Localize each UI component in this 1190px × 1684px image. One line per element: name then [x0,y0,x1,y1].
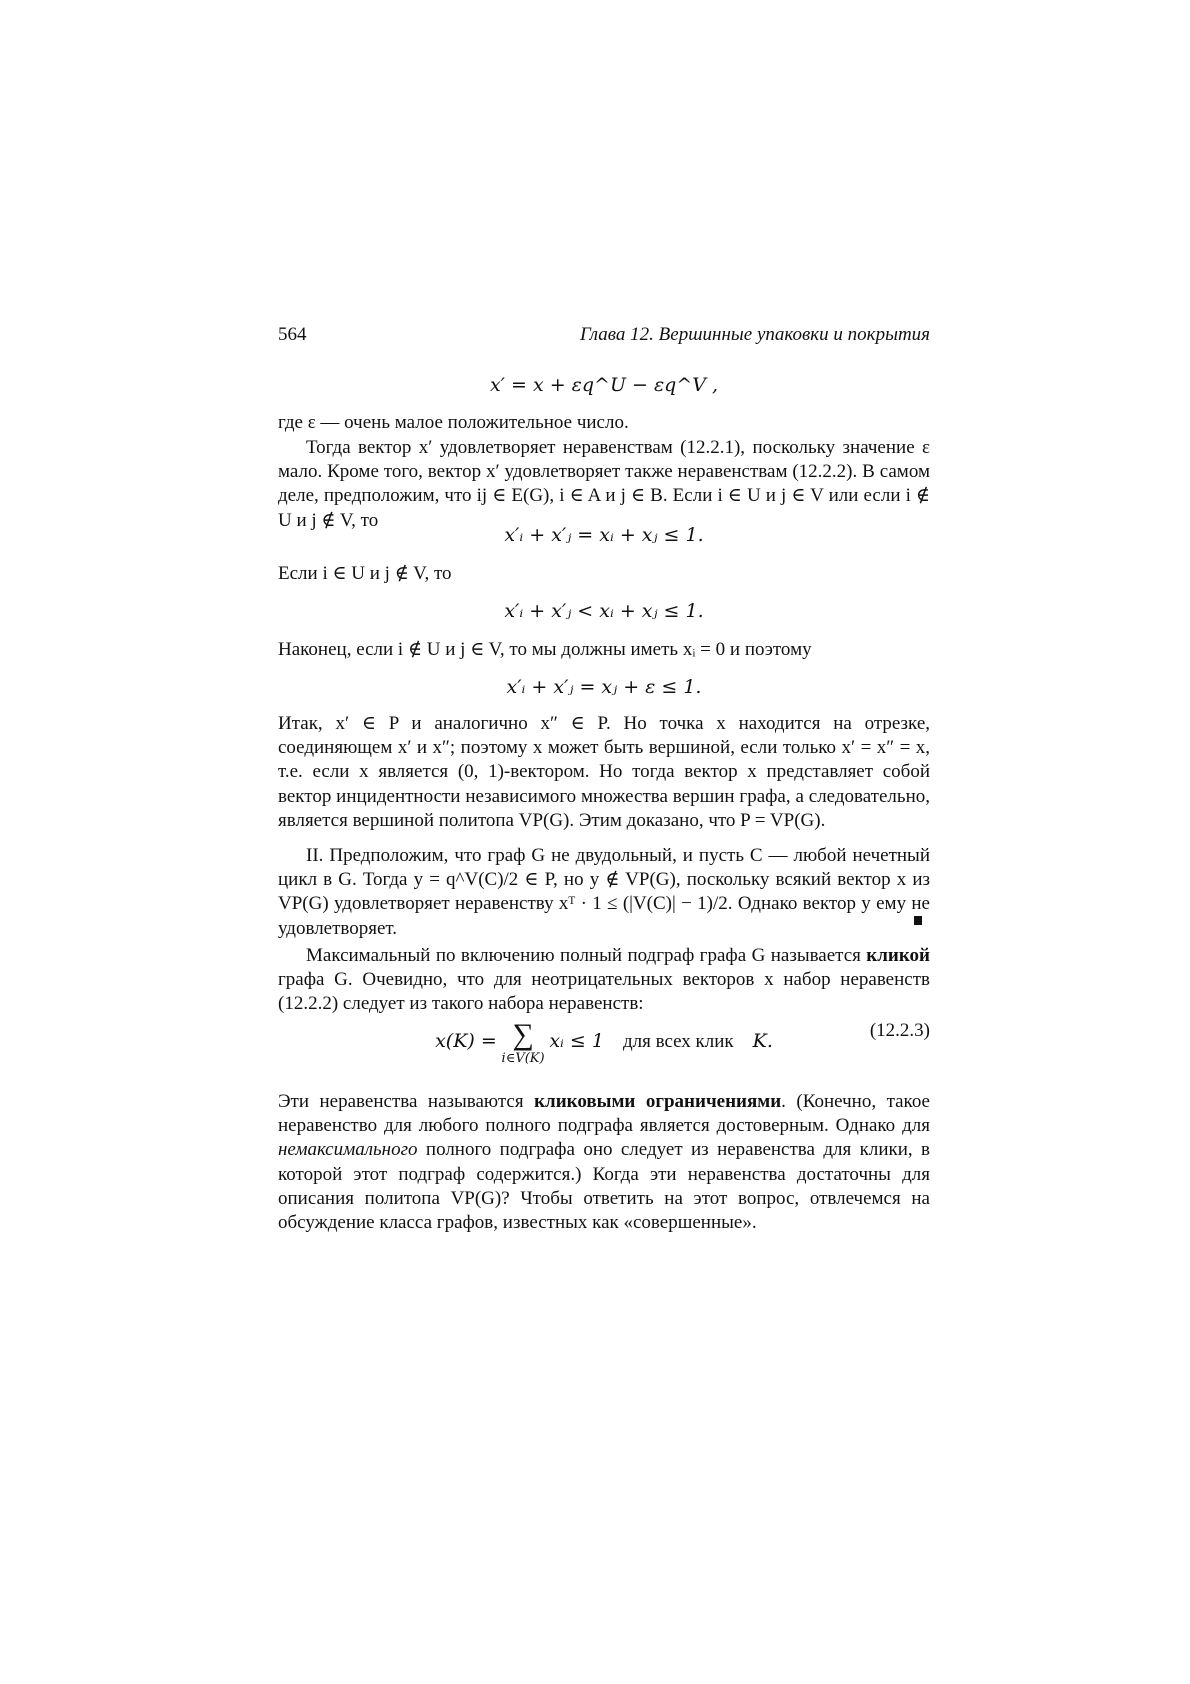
text-segment: Эти неравенства называются [278,1091,535,1112]
eq-rhs: xᵢ ≤ 1 [549,1029,604,1052]
text-segment: Максимальный по включению полный подграф графа G называется [306,945,867,966]
equation-1: x′ᵢ + x′ⱼ = xᵢ + xⱼ ≤ 1. [504,524,704,546]
paragraph-case-2: Если i ∈ U и j ∉ V, то [278,563,452,584]
paragraph-clique-definition [278,944,930,1017]
summation [502,1020,545,1065]
equation-2: x′ᵢ + x′ⱼ < xᵢ + xⱼ ≤ 1. [504,600,704,622]
paragraph-part-two: II. Предположим, что граф G не двудольный, и пусть C — любой нечетный цикл в G. Тогда y = q^V(C)/2 ∈ P, но y ∉ VP(G), поскольку всякий вектор x из VP(G) удовлетворяет неравенству xᵀ · 1 ≤ (|V(C)| − 1)/2. Однако вектор y ему не удовлетворяет. [278,845,930,939]
paragraph-clique-constraints [278,1090,930,1235]
paragraph-vector-satisfies: Тогда вектор x′ удовлетворяет неравенствам (12.2.1), поскольку значение ε мало. Кроме того, вектор x′ удовлетворяет также неравенствам (12.2.2). В самом деле, предположим, что ij ∈ E(G), i ∈ A и j ∈ B. Если i ∈ U и j ∈ V или если i ∉ U и j ∉ V, то [278,437,930,531]
running-title: Глава 12. Вершинные упаковки и покрытия [579,324,930,345]
sigma-symbol: ∑ [512,1018,534,1051]
paragraph-thus: Итак, x′ ∈ P и аналогично x″ ∈ P. Но точка x находится на отрезке, соединяющем x′ и x″; поэтому x может быть вершиной, если только x′ = x″ = x, т.е. если x является (0, 1)-вектором. Но тогда вектор x представляет собой вектор инцидентности независимого множества вершин графа, а следовательно, является вершиной политопа VP(G). Этим доказано, что P = VP(G). [278,713,930,831]
eq-text: для всех клик [622,1030,734,1052]
term-nonmaximal: немаксимального [278,1139,418,1161]
qed-mark [914,916,922,925]
term-clique: кликой [866,945,930,966]
equation-number: (12.2.3) [869,1020,930,1041]
eq-var: K. [752,1029,773,1052]
sum-index: i∈V(K) [501,1051,545,1066]
running-header [278,324,930,354]
paragraph-finally: Наконец, если i ∉ U и j ∈ V, то мы должны иметь xᵢ = 0 и поэтому [278,639,812,660]
equation-clique-constraint [278,1020,930,1076]
equation-x-prime: x′ = x + εq^U − εq^V , [489,374,719,396]
equation-3: x′ᵢ + x′ⱼ = xⱼ + ε ≤ 1. [506,676,702,698]
text-segment: графа G. Очевидно, что для неотрицательных векторов x набор неравенств (12.2.2) следует из такого набора неравенств: [278,969,930,1015]
term-clique-constraints: кликовыми ограничениями [534,1091,782,1112]
text-segment: . (Конечно, такое неравенство для любого полного подграфа является достоверным. Однако для [278,1091,930,1137]
eq-lhs: x(K) = [435,1029,497,1052]
page-number: 564 [278,324,307,345]
paragraph-epsilon: где ε — очень малое положительное число. [278,412,629,433]
text-segment: полного подграфа оно следует из неравенства для клики, в которой этот подграф содержится.) Когда эти неравенства достаточны для описания политопа VP(G)? Чтобы ответить на этот вопрос, отвлечемся на обсуждение класса графов, известных как «совершенные». [278,1139,930,1234]
